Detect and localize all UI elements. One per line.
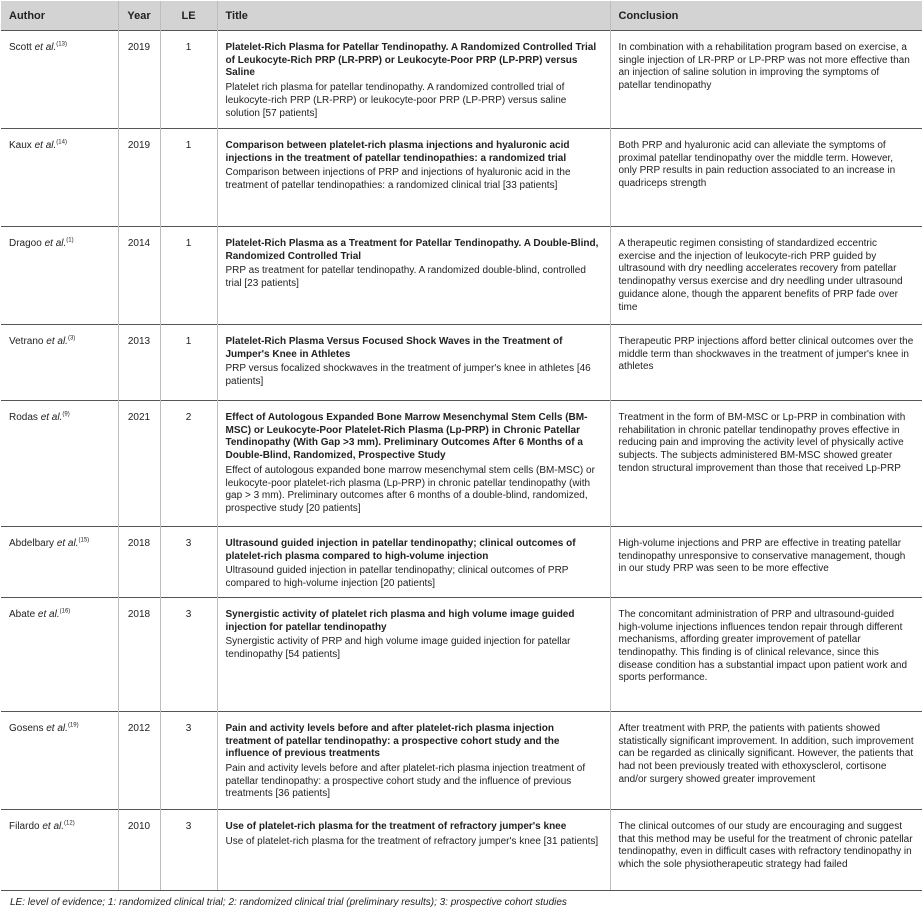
reference-number: (15) — [78, 537, 90, 544]
cell-conclusion: High-volume injections and PRP are effective in treating patellar tendinopathy unresponsive to conservative management, though in our study PRP was seen to be more effective — [610, 527, 922, 598]
cell-le: 3 — [160, 597, 217, 711]
title-translated: PRP versus focalized shockwaves in the treatment of jumper's knee in athletes [46 patients] — [225, 363, 591, 388]
studies-table — [1, 1, 922, 891]
cell-year: 2014 — [118, 227, 160, 325]
cell-year: 2021 — [118, 401, 160, 527]
title-translated: Ultrasound guided injection in patellar tendinopathy; clinical outcomes of PRP compared to high-volume injection [20 patients] — [225, 565, 569, 590]
author-name: Dragoo — [9, 238, 42, 249]
cell-le: 1 — [160, 31, 217, 129]
cell-author — [1, 711, 118, 809]
cell-conclusion: A therapeutic regimen consisting of standardized eccentric exercise and the injection of leukocyte-rich PRP guided by ultrasound with dry needling accelerates recovery from patellar tendinopathy versus exercise and dry needling under ultrasound guidance alone, though the apparent benefits of PRP fade over time — [610, 227, 922, 325]
cell-title — [217, 31, 610, 129]
cell-le: 1 — [160, 325, 217, 401]
table-row — [1, 809, 922, 890]
cell-author — [1, 597, 118, 711]
cell-title — [217, 401, 610, 527]
table-footnote: LE: level of evidence; 1: randomized clinical trial; 2: randomized clinical trial (preliminary results); 3: prospective cohort studies — [10, 897, 567, 908]
author-etal: et al. — [34, 140, 57, 151]
author-name: Abate — [9, 608, 36, 620]
cell-title — [217, 527, 610, 598]
author-name: Gosens — [9, 722, 44, 734]
author-etal: et al. — [44, 238, 67, 249]
header-le: LE — [160, 1, 217, 31]
author-etal: et al. — [34, 42, 57, 53]
cell-title — [217, 809, 610, 890]
cell-le: 3 — [160, 527, 217, 598]
author-name: Kaux — [9, 140, 32, 151]
title-original: Platelet-Rich Plasma for Patellar Tendinopathy. A Randomized Controlled Trial of Leukocyte-Rich PRP (LR-PRP) or Leukocyte-Poor PRP (LP-PRP) versus Saline — [225, 42, 597, 79]
author-name: Rodas — [9, 412, 38, 423]
author-name: Abdelbary — [9, 538, 55, 549]
cell-le: 1 — [160, 227, 217, 325]
cell-le: 3 — [160, 711, 217, 809]
cell-title — [217, 325, 610, 401]
cell-conclusion: After treatment with PRP, the patients with patients showed statistically significant improvement. In addition, such improvement can be regarded as clinically significant. However, the patients that had not been previously treated with ethoxysclerol, cortisone and/or surgery showed greater improvement — [610, 711, 922, 809]
cell-conclusion: Both PRP and hyaluronic acid can alleviate the symptoms of proximal patellar tendinopathy over the middle term. However, only PRP results in pain reduction associated to an increase in quadriceps strength — [610, 129, 922, 227]
cell-conclusion: The concomitant administration of PRP and ultrasound-guided high-volume injections influences tendon repair through different mechanisms, affording greater improvement of patellar tendinopathy. This finding is of clinical relevance, since this disease condition has a substantial impact upon patient work and sports performance. — [610, 597, 922, 711]
header-row — [1, 1, 922, 31]
title-translated: Pain and activity levels before and after platelet-rich plasma injection treatment of patellar tendinopathy: a prospective cohort study and the influence of previous treatments [36 patients] — [225, 762, 586, 800]
cell-year: 2010 — [118, 809, 160, 890]
author-etal: et al. — [42, 820, 65, 832]
reference-number: (13) — [56, 41, 67, 48]
author-etal: et al. — [56, 538, 79, 549]
author-etal: et al. — [37, 608, 60, 620]
header-conclusion: Conclusion — [610, 1, 922, 31]
reference-number: (12) — [64, 820, 75, 827]
title-translated: Comparison between injections of PRP and injections of hyaluronic acid in the treatment of patellar tendinopathies: a randomized clinical trial [33 patients] — [225, 167, 571, 192]
reference-number: (3) — [67, 335, 76, 342]
cell-year: 2018 — [118, 597, 160, 711]
cell-author — [1, 809, 118, 890]
table-row — [1, 31, 922, 129]
cell-le: 1 — [160, 129, 217, 227]
cell-author — [1, 527, 118, 598]
reference-number: (9) — [62, 411, 70, 418]
cell-author — [1, 325, 118, 401]
table-row — [1, 597, 922, 711]
table-row — [1, 129, 922, 227]
cell-author — [1, 129, 118, 227]
cell-le: 2 — [160, 401, 217, 527]
title-original: Effect of Autologous Expanded Bone Marrow Mesenchymal Stem Cells (BM-MSC) or Leukocyte-Poor Platelet-Rich Plasma (Lp-PRP) in Chronic Patellar Tendinopathy (With Gap >3 mm). Preliminary Outcomes After 6 Months of a Double-Blind, Randomized, Prospective Study — [225, 412, 588, 462]
cell-conclusion: Treatment in the form of BM-MSC or Lp-PRP in combination with rehabilitation in chronic patellar tendinopathy proves effective in reducing pain and improving the activity level of physically active subjects. The subjects administered BM-MSC showed greater tendon structural improvement than those that received Lp-PRP — [610, 401, 922, 527]
table-header — [1, 1, 922, 31]
header-year: Year — [118, 1, 160, 31]
title-translated: Platelet rich plasma for patellar tendinopathy. A randomized controlled trial of leukocyte-rich PRP (LR-PRP) or leukocyte-poor PRP (LP-PRP) versus saline solution [57 patients] — [225, 82, 567, 119]
reference-number: (1) — [66, 237, 74, 244]
cell-title — [217, 597, 610, 711]
title-translated: Synergistic activity of PRP and high volume image guided injection for patellar tendinopathy [54 patients] — [225, 636, 571, 660]
table-body — [1, 31, 922, 891]
cell-title — [217, 129, 610, 227]
table-row — [1, 527, 922, 598]
title-translated: Use of platelet-rich plasma for the treatment of refractory jumper's knee [31 patients] — [225, 835, 599, 847]
title-translated: PRP as treatment for patellar tendinopathy. A randomized double-blind, controlled trial [23 patients] — [225, 265, 586, 290]
author-etal: et al. — [46, 722, 68, 734]
cell-year: 2013 — [118, 325, 160, 401]
title-translated: Effect of autologous expanded bone marrow mesenchymal stem cells (BM-MSC) or leukocyte-poor platelet-rich plasma (Lp-PRP) in chronic patellar tendinopathy (with gap > 3 mm). Preliminary outcomes after 6 months of a double-blind, randomized, prospective study [20 patients] — [225, 464, 595, 514]
table-row — [1, 325, 922, 401]
reference-number: (14) — [56, 139, 67, 146]
title-original: Platelet-Rich Plasma Versus Focused Shock Waves in the Treatment of Jumper's Knee in Athletes — [225, 336, 563, 360]
author-etal: et al. — [40, 412, 63, 423]
cell-conclusion: In combination with a rehabilitation program based on exercise, a single injection of LR-PRP or LP-PRP was not more effective than an injection of saline solution in improving the symptoms of patellar tendinopathy — [610, 31, 922, 129]
header-title: Title — [217, 1, 610, 31]
author-name: Vetrano — [9, 336, 44, 347]
cell-conclusion: The clinical outcomes of our study are encouraging and suggest that this method may be useful for the treatment of chronic patellar tendinopathy, even in difficult cases with refractory tendinopathy in which the sole physiotherapeutic strategy had failed — [610, 809, 922, 890]
table-row — [1, 401, 922, 527]
author-name: Filardo — [9, 820, 40, 832]
reference-number: (19) — [67, 722, 79, 729]
cell-year: 2012 — [118, 711, 160, 809]
cell-year: 2019 — [118, 129, 160, 227]
author-etal: et al. — [46, 336, 68, 347]
cell-title — [217, 227, 610, 325]
title-original: Ultrasound guided injection in patellar tendinopathy; clinical outcomes of platelet-rich plasma compared to high-volume injection — [225, 538, 576, 562]
cell-author — [1, 31, 118, 129]
cell-year: 2019 — [118, 31, 160, 129]
cell-le: 3 — [160, 809, 217, 890]
table-row — [1, 227, 922, 325]
title-original: Platelet-Rich Plasma as a Treatment for Patellar Tendinopathy. A Double-Blind, Randomized Controlled Trial — [225, 238, 599, 262]
reference-number: (16) — [59, 608, 71, 615]
table-row — [1, 711, 922, 809]
cell-conclusion: Therapeutic PRP injections afford better clinical outcomes over the middle term than shockwaves in the treatment of jumper's knee in athletes — [610, 325, 922, 401]
title-original: Pain and activity levels before and after platelet-rich plasma injection treatment of patellar tendinopathy: a prospective cohort study and the influence of previous treatments — [225, 722, 560, 760]
title-original: Comparison between platelet-rich plasma injections and hyaluronic acid injections in the treatment of patellar tendinopathies: a randomized trial — [225, 140, 570, 164]
title-original: Synergistic activity of platelet rich plasma and high volume image guided injection for patellar tendinopathy — [225, 608, 575, 633]
author-name: Scott — [9, 42, 32, 53]
cell-year: 2018 — [118, 527, 160, 598]
cell-author — [1, 227, 118, 325]
title-original: Use of platelet-rich plasma for the treatment of refractory jumper's knee — [225, 820, 567, 832]
header-author: Author — [1, 1, 118, 31]
cell-title — [217, 711, 610, 809]
cell-author — [1, 401, 118, 527]
